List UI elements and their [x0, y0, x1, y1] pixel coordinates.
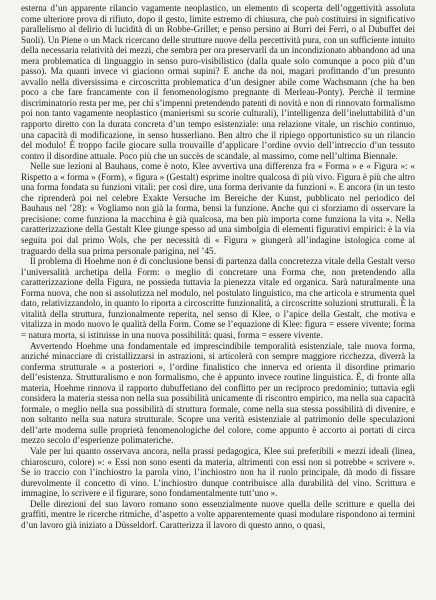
text-column — [21, 3, 415, 530]
paragraph-6: Delle direzioni del suo lavoro romano sono essenzialmente nuove quella delle scritture e quella dei graffiti, mentre le ricerche ritmiche, d’aspetto a volte apparentemente quasi modulare rispondono ai termini d’un lavoro già iniziato a Düsseldorf. Caratterizza il lavoro di questo anno, o quasi, — [21, 498, 415, 530]
paragraph-2: Nelle sue lezioni al Bauhaus, come è noto, Klee avvertiva una differenza fra « Forma » e « Figura »: « Rispetto a « forma » (Form), « figura » (Gestalt) esprime inoltre qualcosa di più vivo. Figura è più che altro una forma fondata su funzioni vitali: per così dire, una forma derivante da funzioni ». E ancora (in un testo che riprenderà poi nel celebre Exakte Versuche im Bereiche der Kunst, pubblicato nel periodico del Bauhaus nel ’28): « Vogliamo non già la forma, bensì la funzione. Anche qui ci sforziamo di osservare la precisione: come funziona la macchina è già qualcosa, ma ben più importa come funziona la vita ». Nella caratterizzazione della Gestalt Klee giunge spesso ad una simbolgia di elementi figurativi empirici: è la via seguita poi dal primo Wols, che per necessità di « Figura » giungerà all’indagine istologica come al traguardo della sua prima personale parigina, nel ’45. — [21, 161, 415, 256]
paragraph-1: esterna d’un apparente rilancio vagamente neoplastico, un elemento di scoperta dell’oggettività assoluta come ulteriore prova di rifiuto, dopo il gesto, limite estremo di chiusura, che può costituirsi in significativo parallelismo al delirio di lucidità di un Robbe-Grillet; e penso persino ai Burri dei Ferri, o al Dubuffet dei Suoli). Un Piene o un Mack ricercano delle strutture nuove della percettività pura, con un sufficiente intuito della necessaria relatività dei mezzi, che sembra per ora preservarli da un incondizionato abbandono ad una mera problematica di linguaggio in senso puro-visibilistico (dalla quale solo comunque a poco più d’un passo). Ma quanti invece vi giaciono ormai supini? E anche da noi, magari profittando d’un presunto avvallo nella diversissima e circoscritta problematica d’un designer abile come Wachsmann (che ha ben poco a che fare francamente con il fenomenologismo pregnante di Merleau-Ponty). Perchè il termine discriminatorio resta per me, per chi s’impenni pretendendo patenti di novità e non di rinnovato formalismo poi non tanto vagamente neoplastico (manierismi su scorie culturali), l’intelligenza dell’ineluttabilità d’un rapporto diretto con la durata concreta d’un tempo esistenziale: una relazione vitale, un rischio continuo, una capacità di modificazione, in senso husserliano. Ben altro che il ripiego opportunistico su un rilancio del modulo! È troppo facile giocare sulla trouvaille d’applicare l’ordine ovvio dell’intreccio d’un tessuto contro il disordine attuale. Poco più che un succès de scandale, al massimo, come nell’ultima Biennale. — [21, 3, 415, 161]
paragraph-3: Il problema di Hoehme non è di conclusione bensì di partenza dalla concretezza vitale della Gestalt verso l’universalità archetipa della Form: o meglio di concretare una Forma che, non pretendendo alla caratterizzazione della Figura, ne possieda tuttavia la pienezza vitale ed organica. Sarà naturalmente una Forma nuova, che non si assolutizza nel modulo, nel postulato linguistico, ma che articola e strumenta quel dato, relativizzandolo, in quanto lo riporta a circoscritte funzionalità, a circoscritte soluzioni strutturali. È la vitalità della struttura, funzionalmente reperita, nel senso di Klee, o l’apice della Gestalt, che motiva e vitalizza in modo nuovo le qualità della Form. Come se l’equazione di Klee: figura = essere vivente; forma = natura morta, si istituisse in una nuova possibilità: quasi, forma = essere vivente. — [21, 256, 415, 340]
paragraph-5: Vale per lui quanto osservava ancora, nella prassi pedagogica, Klee sui preferibili « mezzi ideali (linea, chiaroscuro, colore) »: « Essi non sono esenti da materia, altrimenti con essi non si potrebbe « scrivere ». Se io traccio con l’inchiostro la parola vino, l’inchiostro non ha il ruolo principale, dà modo di fissare durevolmente il concetto di vino. L’inchiostro dunque contribuisce alla durabilità del vino. Scrittura e immagine, lo scrivere e il figurare, sono fondamentalmente tutt’uno ». — [21, 445, 415, 499]
paragraph-4: Avvertendo Hoehme una fondamentale ed imprescindibile temporalità esistenziale, tale nuova forma, anziché minacciare di cristallizzarsi in astrazioni, si articolerà con sempre maggiore ricchezza, diverrà la conferma strutturale « a posteriori », l’ordine finalistico che innerva ed orienta il disordine primario dell’esistenza. Strutturalismo e non formalismo, che è appunto invece routine linguistica. È, di fronte alla materia, Hoehme rinnova il rapporto dubuffetiano del conflitto per un reciproco predominio; tuttavia egli considera la materia stessa non nella sua possibilità unicamente di riscontro empirico, ma nella sua capacità formale, o meglio nella sua possibilità di struttura formale, come nella sua stessa possibilità di divenire, e non soltanto nella sua natura strutturale. Scopre una verità esistenziale al patrimonio delle speculazioni dell’arte moderna sulle proprietà fenomenologiche del colore, come appunto è accorto ai portati di circa mezzo secolo d’esperienze polimateriche. — [21, 340, 415, 446]
